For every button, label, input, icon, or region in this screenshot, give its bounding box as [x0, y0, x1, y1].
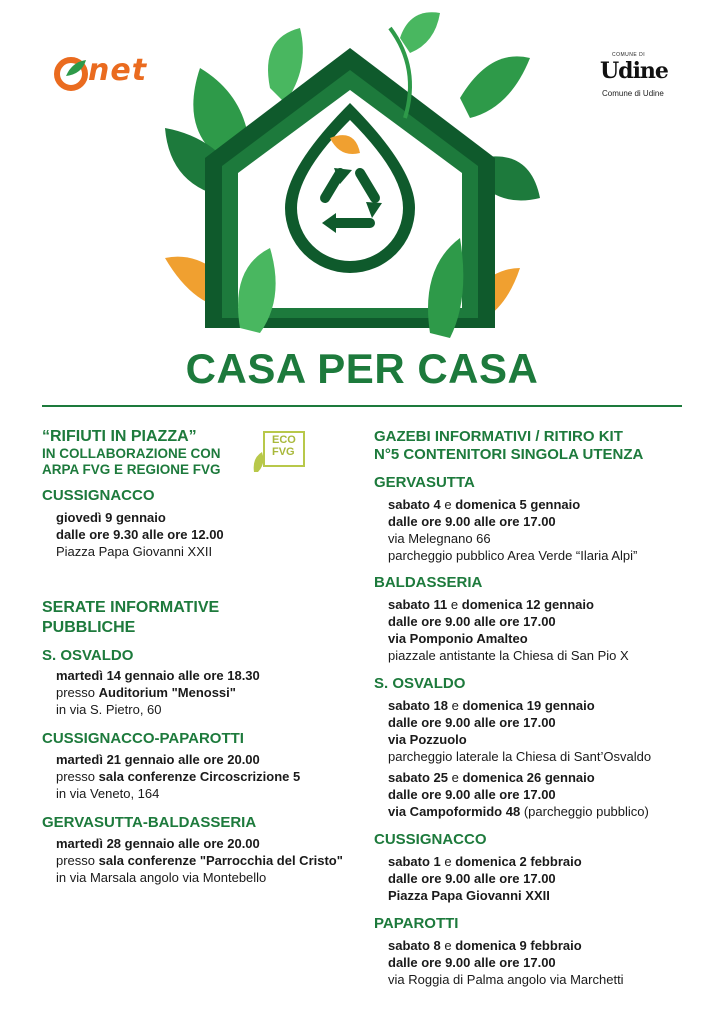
gazebo-hours: dalle ore 9.00 alle ore 17.00: [388, 871, 556, 886]
gazebo-street: via Roggia di Palma angolo via Marchetti: [388, 972, 624, 987]
house-recycle-illustration: [160, 8, 540, 348]
serata-address: in via Marsala angolo via Montebello: [56, 870, 267, 885]
rifiuti-title: “RIFIUTI IN PIAZZA”: [42, 428, 197, 445]
serata-address: in via S. Pietro, 60: [56, 702, 162, 717]
gazebo-dates: sabato 11 e domenica 12 gennaio: [388, 597, 594, 612]
udine-logo-subtitle: Comune di Udine: [602, 89, 664, 98]
gazebo-street: Piazza Papa Giovanni XXII: [388, 888, 550, 903]
serata-date: martedì 28 gennaio alle ore 20.00: [56, 836, 260, 851]
serata-location: GERVASUTTA-BALDASSERIA: [42, 814, 257, 831]
net-logo-text: net: [88, 53, 148, 88]
serata-location: CUSSIGNACCO-PAPAROTTI: [42, 730, 244, 747]
title-divider: [42, 405, 682, 407]
gazebo-dates: sabato 1 e domenica 2 febbraio: [388, 854, 582, 869]
gazebo-street: via Melegnano 66: [388, 531, 491, 546]
gazebo-street: via Pozzuolo: [388, 732, 467, 747]
serate-title-line1: SERATE INFORMATIVE: [42, 599, 220, 616]
gazebo-hours: dalle ore 9.00 alle ore 17.00: [388, 787, 556, 802]
gazebi-title-line2: N°5 CONTENITORI SINGOLA UTENZA: [374, 446, 644, 463]
serata-venue-line: presso sala conferenze Circoscrizione 5: [56, 769, 301, 784]
serate-title-line2: PUBBLICHE: [42, 619, 136, 636]
udine-logo: [598, 52, 674, 102]
page-title: CASA PER CASA: [185, 345, 539, 392]
gazebo-location: S. OSVALDO: [374, 675, 466, 692]
eco-fvg-badge: [250, 428, 308, 476]
gazebo-street: via Pomponio Amalteo: [388, 631, 528, 646]
gazebo-note: piazzale antistante la Chiesa di San Pio X: [388, 648, 629, 663]
gazebo-hours: dalle ore 9.00 alle ore 17.00: [388, 514, 556, 529]
gazebo-hours: dalle ore 9.00 alle ore 17.00: [388, 715, 556, 730]
serata-location: S. OSVALDO: [42, 647, 134, 664]
rifiuti-time: dalle ore 9.30 alle ore 12.00: [56, 527, 224, 542]
gazebo-location: PAPAROTTI: [374, 915, 459, 932]
gazebo-dates: sabato 8 e domenica 9 febbraio: [388, 938, 582, 953]
rifiuti-sub1: IN COLLABORAZIONE CON: [42, 446, 221, 461]
serata-venue-line: presso Auditorium "Menossi": [56, 685, 236, 700]
gazebi-title-line1: GAZEBI INFORMATIVI / RITIRO KIT: [374, 428, 623, 445]
eco-badge-line1: ECO: [272, 434, 296, 446]
rifiuti-location: CUSSIGNACCO: [42, 487, 155, 504]
rifiuti-sub2: ARPA FVG E REGIONE FVG: [42, 462, 221, 477]
gazebo-dates: sabato 18 e domenica 19 gennaio: [388, 698, 595, 713]
rifiuti-place: Piazza Papa Giovanni XXII: [56, 544, 213, 559]
gazebo-dates: sabato 25 e domenica 26 gennaio: [388, 770, 595, 785]
serata-date: martedì 14 gennaio alle ore 18.30: [56, 668, 260, 683]
gazebo-location: CUSSIGNACCO: [374, 831, 487, 848]
serata-address: in via Veneto, 164: [56, 786, 160, 801]
serata-date: martedì 21 gennaio alle ore 20.00: [56, 752, 260, 767]
eco-badge-line2: FVG: [272, 446, 295, 458]
gazebo-note: parcheggio pubblico Area Verde “Ilaria Alpi”: [388, 548, 638, 563]
gazebo-location: GERVASUTTA: [374, 474, 475, 491]
serata-venue-line: presso sala conferenze "Parrocchia del Cristo": [56, 853, 343, 868]
gazebo-dates: sabato 4 e domenica 5 gennaio: [388, 497, 581, 512]
udine-logo-word: Udine: [600, 58, 668, 84]
gazebo-street-line: via Campoformido 48 (parcheggio pubblico): [388, 804, 649, 819]
gazebo-location: BALDASSERIA: [374, 574, 483, 591]
net-leaf-icon: [52, 52, 92, 92]
gazebo-note: parcheggio laterale la Chiesa di Sant’Osvaldo: [388, 749, 652, 764]
gazebo-hours: dalle ore 9.00 alle ore 17.00: [388, 614, 556, 629]
rifiuti-date: giovedì 9 gennaio: [56, 510, 166, 525]
udine-logo-top: COMUNE DI: [612, 52, 646, 58]
gazebo-hours: dalle ore 9.00 alle ore 17.00: [388, 955, 556, 970]
